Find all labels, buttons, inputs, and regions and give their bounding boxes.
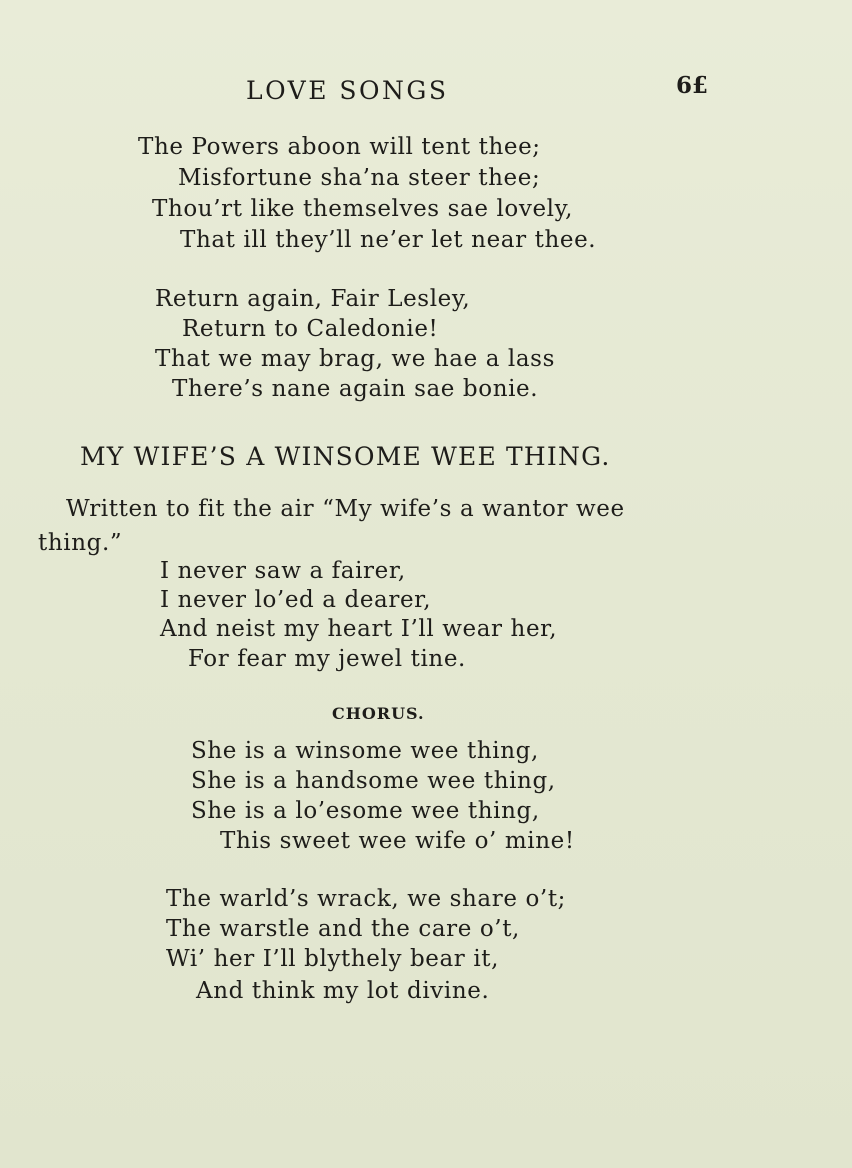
song-title: MY WIFE’S A WINSOME WEE THING.: [80, 442, 611, 471]
poem-line: And neist my heart I’ll wear her,: [160, 616, 558, 642]
poem-line: Wi’ her I’ll blythely bear it,: [166, 946, 500, 972]
chorus-label: CHORUS.: [332, 704, 425, 723]
chorus-line: She is a lo’esome wee thing,: [191, 798, 540, 824]
poem-line: And think my lot divine.: [196, 978, 490, 1004]
page-number: 6£: [676, 72, 709, 99]
poem-line: I never lo’ed a dearer,: [160, 587, 432, 613]
poem-line: That ill they’ll ne’er let near thee.: [180, 227, 597, 253]
poem-line: Thou’rt like themselves sae lovely,: [152, 196, 574, 222]
poem-line: The Powers aboon will tent thee;: [138, 134, 541, 160]
poem-line: The warstle and the care o’t,: [166, 916, 520, 942]
poem-line: For fear my jewel tine.: [188, 646, 466, 672]
chorus-line: She is a handsome wee thing,: [191, 768, 556, 794]
chorus-line: This sweet wee wife o’ mine!: [220, 828, 575, 854]
running-title: LOVE SONGS: [246, 76, 449, 105]
song-note-line-2: thing.”: [38, 530, 123, 556]
poem-line: That we may brag, we hae a lass: [155, 346, 555, 372]
poem-line: Return to Caledonie!: [182, 316, 439, 342]
song-note-line-1: Written to fit the air “My wife’s a wantor wee: [66, 496, 625, 522]
poem-line: Return again, Fair Lesley,: [155, 286, 471, 312]
poem-line: There’s nane again sae bonie.: [172, 376, 539, 402]
poem-line: Misfortune sha’na steer thee;: [178, 165, 541, 191]
poem-line: I never saw a fairer,: [160, 558, 406, 584]
chorus-line: She is a winsome wee thing,: [191, 738, 539, 764]
poem-line: The warld’s wrack, we share o’t;: [166, 886, 567, 912]
